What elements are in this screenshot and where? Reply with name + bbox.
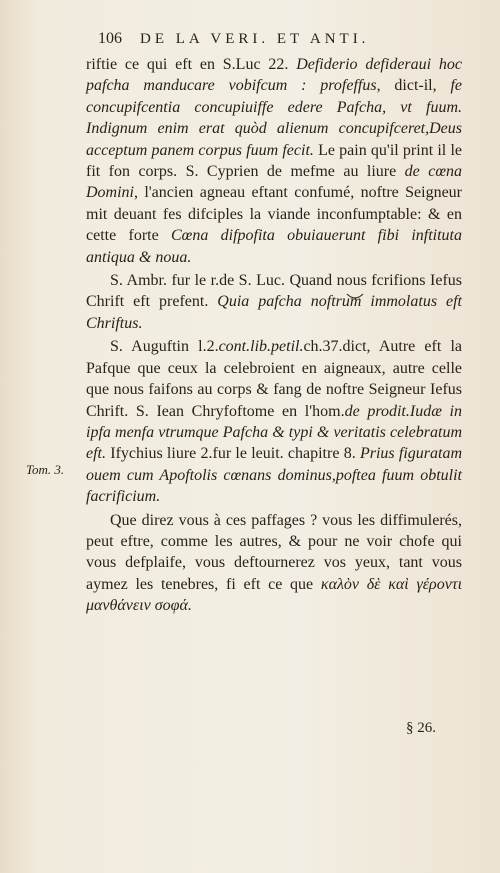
- page-number: 106: [98, 30, 122, 47]
- page-header: [98, 30, 462, 52]
- text-segment: καλὸν δὲ καὶ γέροντι μανθάνειν σοφά.: [86, 575, 463, 615]
- text-segment: , dict-il,: [376, 77, 451, 95]
- text-segment: S. Ambr. fur le r.de S. Luc. Quand nous fcrifions Iefus Chrift eft prefent.: [86, 272, 462, 311]
- text-segment: , l'ancien agneau eftant confumé, noftre Seigneur mit deuant fes difciples la viande inconfumptable: & en cette forte: [86, 184, 462, 245]
- body-text: [86, 54, 462, 617]
- catchword: § 26.: [406, 720, 436, 736]
- text-segment: Prius figuratam ouem cum Apoftolis cœnans dominus,poftea fuum obtulit facrificium.: [86, 445, 462, 506]
- text-segment: de cœna Domini: [86, 163, 462, 202]
- paragraph-p4: [86, 510, 462, 617]
- paragraph-p2: [86, 270, 462, 334]
- text-segment: fe concupifcentia concupiuiffe edere Pafcha, vt fuum. Indignum enim erat quòd alienum concupifceret,Deus acceptum panem corpus fuum fecit.: [86, 77, 462, 159]
- text-segment: de prodit.Iudæ in ipfa menfa vtrumque Pafcha & typi & veritatis celebratum eft.: [86, 402, 463, 463]
- running-head: DE LA VERI. ET ANTI.: [140, 31, 370, 47]
- text-segment: Le pain qu'il print il le fit fon corps. S. Cyprien de mefme au liure: [86, 141, 462, 181]
- text-segment: cont.lib.petil.: [218, 338, 304, 356]
- text-segment: Quia pafcha noftrum immolatus eft Chriftus.: [86, 293, 462, 332]
- text-segment: Defiderio defideraui hoc pafcha manducare vobifcum : profeffus: [86, 56, 462, 95]
- text-segment: ch.37.dict, Autre eft la Pafque que ceux la celebroient en aigneaux, autre celle que nous faifons au corps & fang de noftre Seigneur Iefus Chrift. S. Iean Chryfoftome en l'hom.: [86, 338, 463, 420]
- text-segment: Ifychius liure 2.fur le leuit. chapitre 8.: [106, 445, 360, 463]
- text-segment: S. Auguftin l.2.: [110, 338, 219, 356]
- paragraph-p3: [86, 336, 462, 507]
- ornament-mark: [346, 292, 364, 300]
- margin-note: Tom. 3.: [26, 462, 65, 477]
- text-segment: Que direz vous à ces paffages ? vous les diffimulerés, peut eftre, comme les autres, & pour ne voir chofe qui vous defplaife, vous deftournerez vos yeux, tant vous aymez les tenebres, fi eft ce que: [86, 511, 462, 593]
- paragraph-p1: [86, 54, 462, 268]
- text-segment: riftie ce qui eft en S.Luc 22.: [86, 56, 297, 73]
- text-segment: Cœna difpofita obuiauerunt fibi inftituta antiqua & noua.: [86, 227, 462, 266]
